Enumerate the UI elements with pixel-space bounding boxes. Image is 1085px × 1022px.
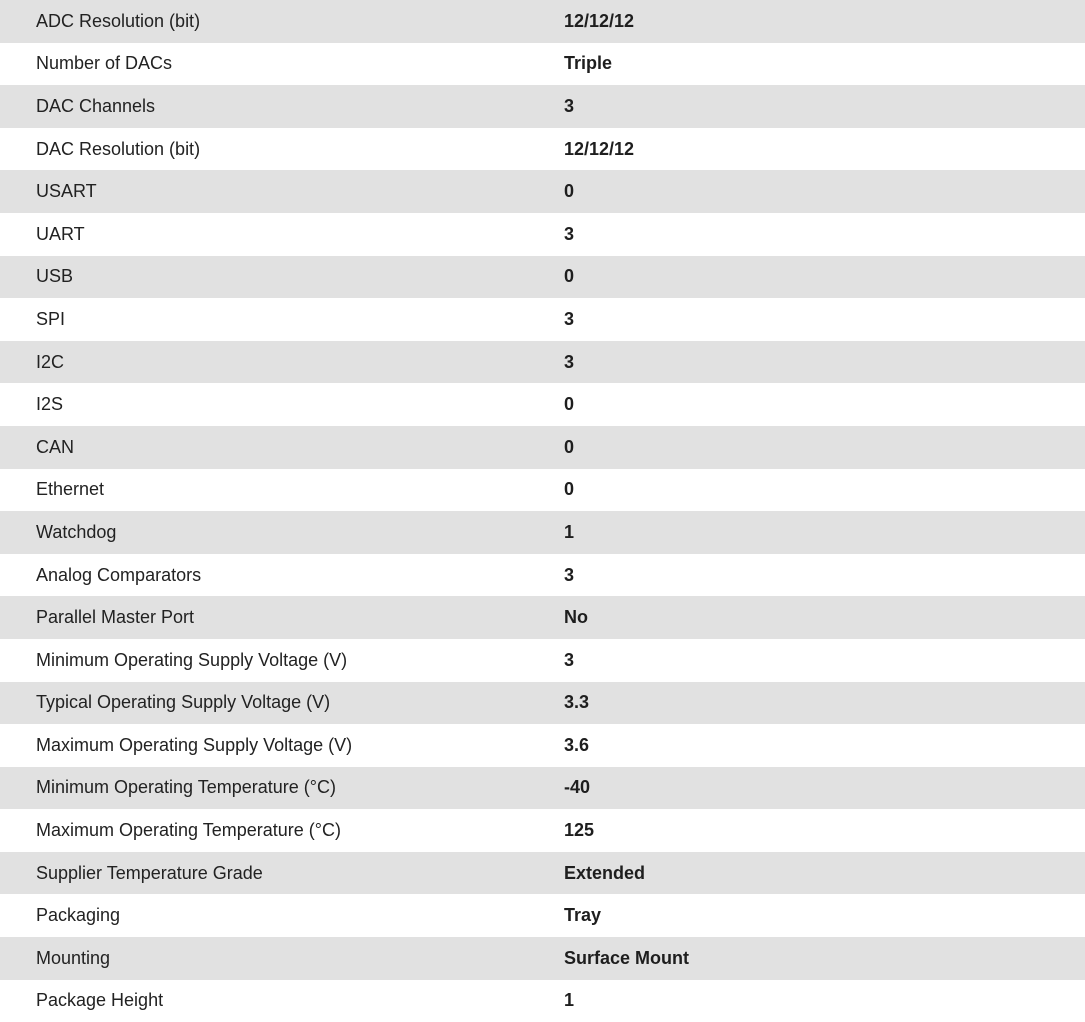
spec-value: 0 — [564, 181, 575, 202]
spec-label: UART — [36, 223, 85, 244]
spec-label: Parallel Master Port — [36, 607, 195, 628]
spec-label: Mounting — [36, 947, 111, 968]
spec-row — [0, 341, 1085, 384]
spec-row — [0, 852, 1085, 895]
spec-value: 3 — [564, 564, 575, 585]
spec-row — [0, 596, 1085, 639]
spec-value: -40 — [564, 777, 591, 798]
spec-row — [0, 43, 1085, 86]
spec-row — [0, 128, 1085, 171]
spec-row — [0, 937, 1085, 980]
spec-value: 3 — [564, 649, 575, 670]
spec-value: 1 — [564, 990, 575, 1011]
spec-row — [0, 383, 1085, 426]
spec-label: I2S — [36, 394, 64, 415]
spec-label: USART — [36, 181, 97, 202]
spec-label: DAC Channels — [36, 95, 156, 116]
spec-value: Surface Mount — [564, 947, 690, 968]
spec-value: Extended — [564, 862, 646, 883]
spec-label: Maximum Operating Temperature (°C) — [36, 820, 341, 841]
spec-row — [0, 170, 1085, 213]
spec-label: ADC Resolution (bit) — [36, 10, 201, 31]
spec-value: Triple — [564, 53, 613, 74]
spec-row — [0, 894, 1085, 937]
spec-value: 3 — [564, 95, 575, 116]
spec-value: 3 — [564, 351, 575, 372]
spec-row — [0, 767, 1085, 810]
spec-value: 3.6 — [564, 734, 590, 755]
spec-row — [0, 809, 1085, 852]
spec-label: I2C — [36, 351, 65, 372]
spec-row — [0, 0, 1085, 43]
spec-row — [0, 554, 1085, 597]
spec-row — [0, 469, 1085, 512]
spec-value: 3 — [564, 223, 575, 244]
spec-value: 3 — [564, 308, 575, 329]
spec-label: Watchdog — [36, 521, 117, 542]
spec-label: Typical Operating Supply Voltage (V) — [36, 692, 331, 713]
spec-label: CAN — [36, 436, 75, 457]
spec-value: 12/12/12 — [564, 138, 635, 159]
spec-value: 0 — [564, 479, 575, 500]
spec-label: Supplier Temperature Grade — [36, 862, 263, 883]
spec-label: Ethernet — [36, 479, 105, 500]
spec-row — [0, 85, 1085, 128]
spec-label: Minimum Operating Supply Voltage (V) — [36, 649, 348, 670]
spec-label: Analog Comparators — [36, 564, 202, 585]
spec-label: Number of DACs — [36, 53, 173, 74]
spec-row — [0, 639, 1085, 682]
spec-row — [0, 511, 1085, 554]
spec-value: No — [564, 607, 588, 628]
spec-row — [0, 724, 1085, 767]
spec-value: 3.3 — [564, 692, 590, 713]
spec-row — [0, 298, 1085, 341]
spec-label: DAC Resolution (bit) — [36, 138, 201, 159]
spec-label: Package Height — [36, 990, 164, 1011]
spec-label: Minimum Operating Temperature (°C) — [36, 777, 336, 798]
spec-row — [0, 426, 1085, 469]
spec-row — [0, 682, 1085, 725]
spec-label: SPI — [36, 308, 66, 329]
spec-value: 0 — [564, 436, 575, 457]
spec-label: Packaging — [36, 905, 121, 926]
spec-row — [0, 256, 1085, 299]
spec-value: 0 — [564, 394, 575, 415]
spec-label: USB — [36, 266, 74, 287]
spec-row — [0, 980, 1085, 1022]
spec-value: 12/12/12 — [564, 10, 635, 31]
spec-value: 125 — [564, 820, 595, 841]
spec-value: Tray — [564, 905, 602, 926]
spec-row — [0, 213, 1085, 256]
spec-label: Maximum Operating Supply Voltage (V) — [36, 734, 353, 755]
spec-value: 0 — [564, 266, 575, 287]
spec-value: 1 — [564, 521, 575, 542]
